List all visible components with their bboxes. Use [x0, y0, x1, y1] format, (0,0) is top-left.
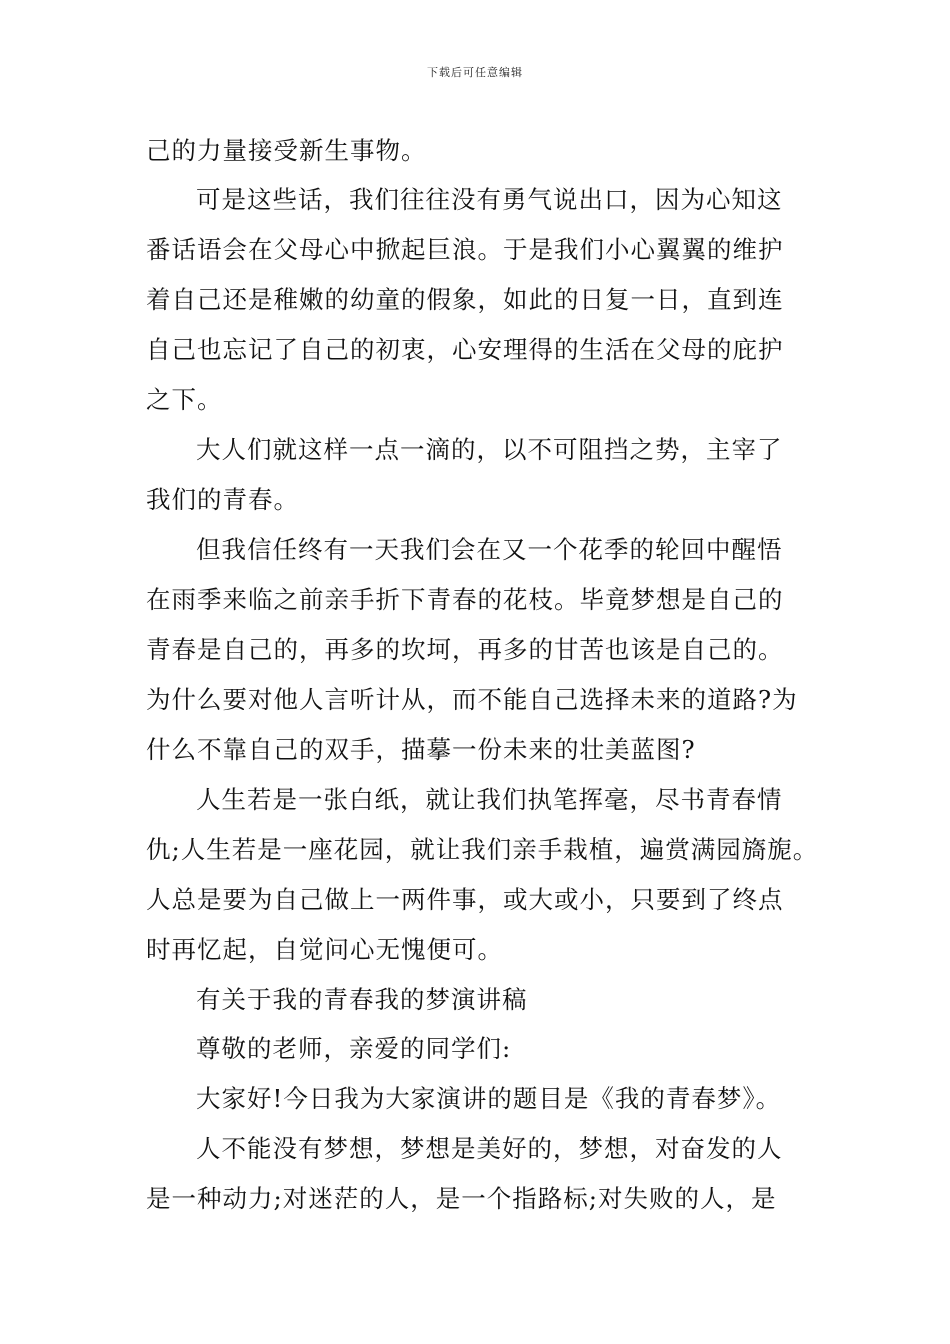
- text-line: 时再忆起，自觉问心无愧便可。: [146, 935, 503, 964]
- paragraph-start-line: 人不能没有梦想，梦想是美好的，梦想，对奋发的人: [196, 1134, 783, 1163]
- paragraph-start-line: 可是这些话，我们往往没有勇气说出口，因为心知这: [196, 185, 783, 214]
- text-line: 青春是自己的，再多的坎坷，再多的甘苦也该是自己的。: [146, 635, 784, 664]
- text-line: 自己也忘记了自己的初衷，心安理得的生活在父母的庇护: [146, 335, 784, 364]
- text-line: 在雨季来临之前亲手折下青春的花枝。毕竟梦想是自己的: [146, 585, 784, 614]
- text-line: 我们的青春。: [146, 485, 299, 514]
- text-line: 为什么要对他人言听计从，而不能自己选择未来的道路?为: [146, 685, 798, 714]
- text-line: 什么不靠自己的双手，描摹一份未来的壮美蓝图?: [146, 735, 696, 764]
- paragraph-start-line: 但我信任终有一天我们会在又一个花季的轮回中醒悟: [196, 535, 783, 564]
- text-line: 之下。: [146, 385, 223, 414]
- salutation: 尊敬的老师，亲爱的同学们:: [196, 1034, 512, 1063]
- page-header: 下载后可任意编辑: [427, 66, 523, 79]
- text-line: 己的力量接受新生事物。: [146, 136, 427, 165]
- greeting: 大家好!今日我为大家演讲的题目是《我的青春梦》。: [196, 1084, 782, 1113]
- text-line: 着自己还是稚嫩的幼童的假象，如此的日复一日，直到连: [146, 285, 784, 314]
- text-line: 仇;人生若是一座花园，就让我们亲手栽植，遍赏满园旖旎。: [146, 835, 819, 864]
- text-line: 人总是要为自己做上一两件事，或大或小，只要到了终点: [146, 885, 784, 914]
- paragraph-start-line: 大人们就这样一点一滴的，以不可阻挡之势，主宰了: [196, 435, 783, 464]
- text-line: 是一种动力;对迷茫的人，是一个指路标;对失败的人，是: [146, 1184, 777, 1213]
- text-line: 番话语会在父母心中掀起巨浪。于是我们小心翼翼的维护: [146, 235, 784, 264]
- speech-title: 有关于我的青春我的梦演讲稿: [196, 985, 528, 1014]
- paragraph-start-line: 人生若是一张白纸，就让我们执笔挥毫，尽书青春情: [196, 785, 783, 814]
